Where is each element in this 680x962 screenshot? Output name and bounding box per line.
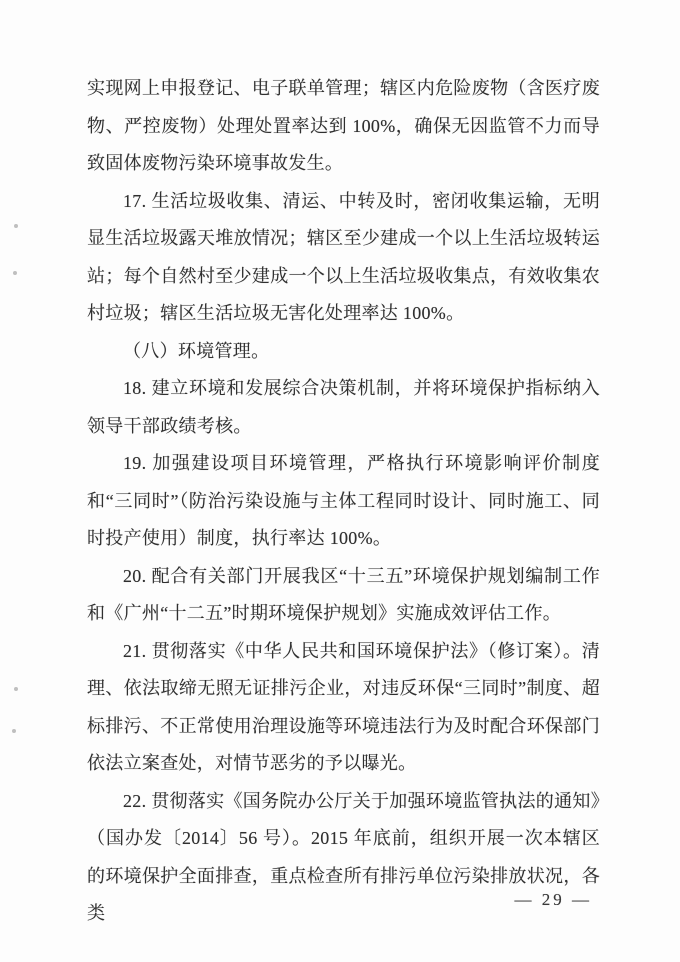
section-heading-8: （八）环境管理。 bbox=[123, 340, 270, 361]
paragraph-item-18: 18. 建立环境和发展综合决策机制，并将环境保护指标纳入领导干部政绩考核。 bbox=[87, 378, 600, 436]
scan-artifact-dot bbox=[12, 729, 16, 733]
scan-artifact-dot bbox=[14, 224, 18, 228]
page-number: — 29 — bbox=[514, 890, 592, 909]
paragraph-item-20: 20. 配合有关部门开展我区“十三五”环境保护规划编制工作和《广州“十二五”时期环境保护规划》实施成效评估工作。 bbox=[87, 565, 600, 623]
paragraph-item-19: 19. 加强建设项目环境管理，严格执行环境影响评价制度和“三同时”（防治污染设施与主体工程同时设计、同时施工、同时投产使用）制度，执行率达 100%。 bbox=[87, 453, 600, 548]
paragraph-item-17: 17. 生活垃圾收集、清运、中转及时，密闭收集运输，无明显生活垃圾露天堆放情况；辖区至少建成一个以上生活垃圾转运站；每个自然村至少建成一个以上生活垃圾收集点，有效收集农村垃圾；辖区生活垃圾无害化处理率达 100%。 bbox=[87, 190, 600, 323]
paragraph-item-21: 21. 贯彻落实《中华人民共和国环境保护法》（修订案）。清理、依法取缔无照无证排污企业，对违反环保“三同时”制度、超标排污、不正常使用治理设施等环境违法行为及时配合环保部门依法立案查处，对情节恶劣的予以曝光。 bbox=[87, 640, 600, 773]
scan-artifact-dot bbox=[13, 271, 17, 275]
document-body bbox=[87, 70, 600, 933]
paragraph-continuation: 实现网上申报登记、电子联单管理；辖区内危险废物（含医疗废物、严控废物）处理处置率达到 100%，确保无因监管不力而导致固体废物污染环境事故发生。 bbox=[87, 78, 600, 173]
scan-artifact-dot bbox=[14, 687, 18, 691]
paragraph-item-22: 22. 贯彻落实《国务院办公厅关于加强环境监管执法的通知》（国办发〔2014〕56 号）。2015 年底前，组织开展一次本辖区的环境保护全面排查，重点检查所有排污单位污染排放状况，各类 bbox=[87, 790, 600, 923]
